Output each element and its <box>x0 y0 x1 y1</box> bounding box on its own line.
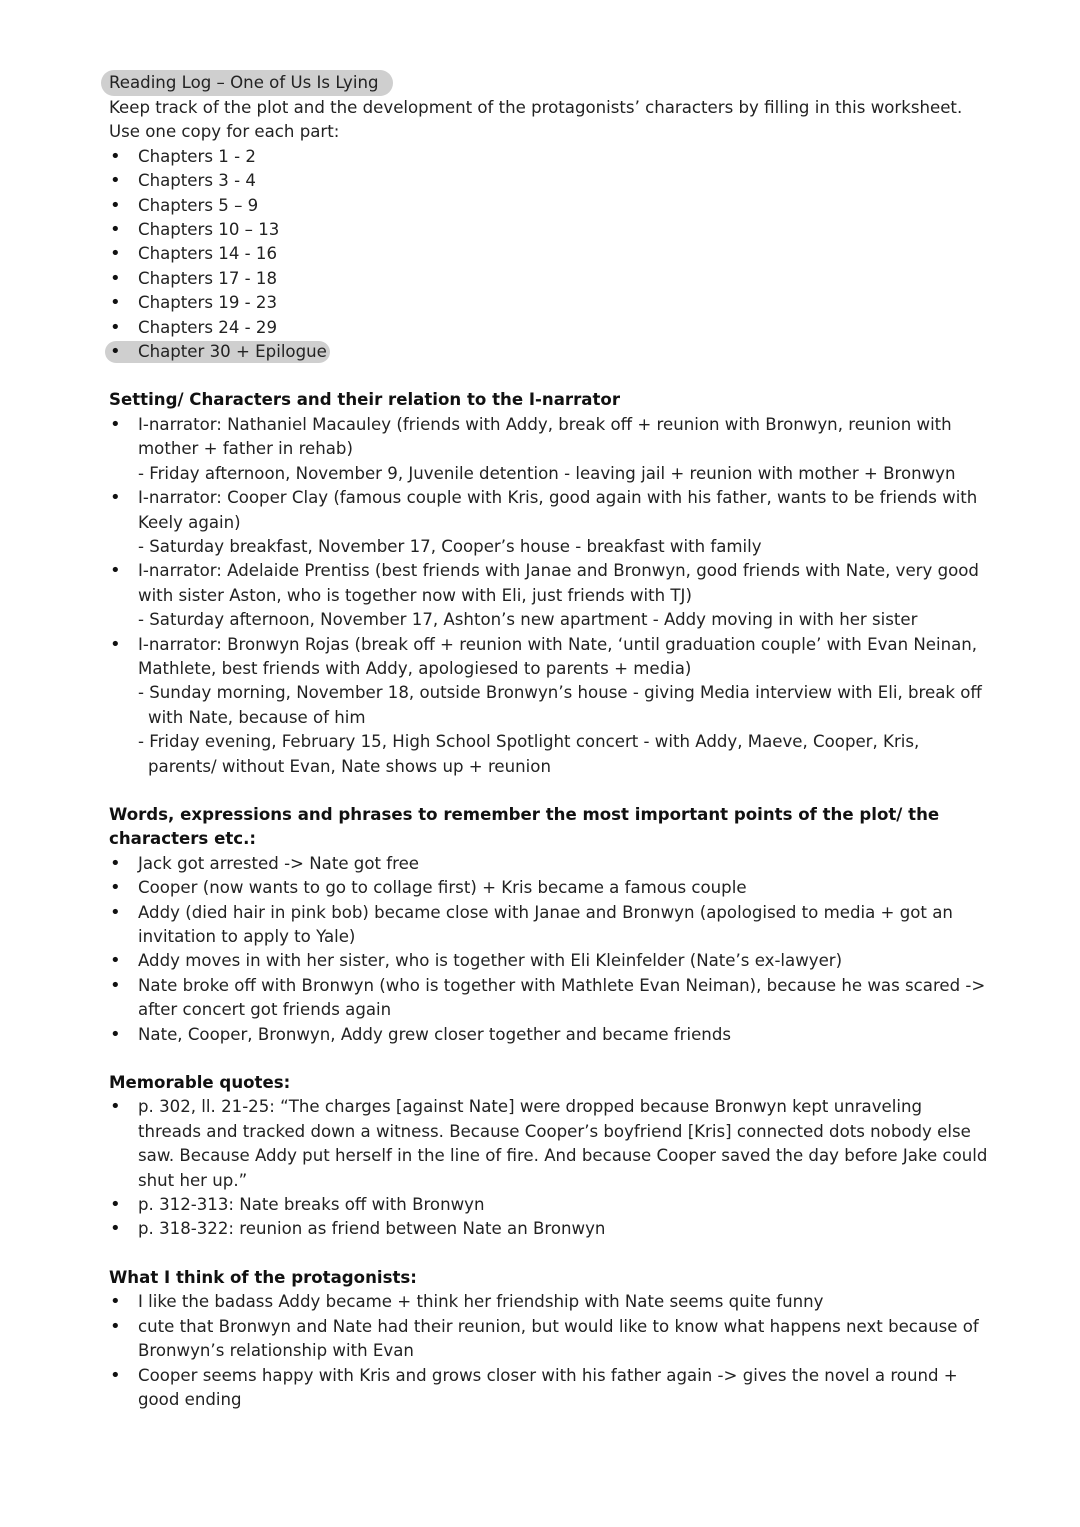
detail-line: - Friday evening, February 15, High School Spotlight concert - with Addy, Maeve, Cooper, Kris, parents/ without Evan, Nate shows up + reunion <box>138 732 920 776</box>
list-item: • Chapters 10 – 13 <box>109 218 989 242</box>
opinions-list <box>109 1290 989 1412</box>
list-item: • Nate broke off with Bronwyn (who is together with Mathlete Evan Neiman), because he was scared -> after concert got friends again <box>109 974 989 1023</box>
list-item: • p. 302, ll. 21-25: “The charges [against Nate] were dropped because Bronwyn kept unraveling threads and tracked down a witness. Because Cooper’s boyfriend [Kris] connected dots nobody else saw. Because Addy put herself in the line of fire. And because Cooper saved the day before Jake could shut her up.” <box>109 1095 989 1193</box>
reading-log-page <box>109 70 989 1412</box>
page-title: Reading Log – One of Us Is Lying <box>101 70 393 96</box>
list-item: • Addy (died hair in pink bob) became close with Janae and Bronwyn (apologised to media + got an invitation to apply to Yale) <box>109 901 989 950</box>
list-item: • I-narrator: Adelaide Prentiss (best friends with Janae and Bronwyn, good friends with Nate, very good with sister Aston, who is together now with Eli, just friends with TJ) - Saturday afternoon, November 17, Ashton’s new apartment - Addy moving in with her sister <box>109 559 989 632</box>
opinions-heading: What I think of the protagonists: <box>109 1267 417 1287</box>
list-item: • Chapters 5 – 9 <box>109 194 989 218</box>
list-item: • Nate, Cooper, Bronwyn, Addy grew closer together and became friends <box>109 1023 989 1047</box>
detail-line: - Sunday morning, November 18, outside Bronwyn’s house - giving Media interview with Eli, break off with Nate, because of him <box>138 683 982 727</box>
intro-text: Keep track of the plot and the development of the protagonists’ characters by filling in this worksheet. Use one copy for each part: <box>109 98 963 142</box>
setting-heading: Setting/ Characters and their relation to the I-narrator <box>109 390 621 410</box>
words-heading: Words, expressions and phrases to remember the most important points of the plot/ the characters etc.: <box>109 804 940 849</box>
list-item: • Chapters 19 - 23 <box>109 291 989 315</box>
detail-line: - Friday afternoon, November 9, Juvenile detention - leaving jail + reunion with mother + Bronwyn <box>138 463 956 483</box>
quotes-list <box>109 1095 989 1241</box>
list-item: • Chapters 24 - 29 <box>109 316 989 340</box>
detail-line: - Saturday breakfast, November 17, Cooper’s house - breakfast with family <box>138 536 762 556</box>
list-item: • I-narrator: Bronwyn Rojas (break off + reunion with Nate, ‘until graduation couple’ with Evan Neinan, Mathlete, best friends with Addy, apologiesed to parents + media) - Sunday morning, November 18, outside Bronwyn’s house - giving Media interview with Eli, break off with Nate, because of him - Friday evening, February 15, High School Spotlight concert - with Addy, Maeve, Cooper, Kris, parents/ without Evan, Nate shows up + reunion <box>109 633 989 779</box>
detail-line: - Saturday afternoon, November 17, Ashton’s new apartment - Addy moving in with her sister <box>138 610 918 630</box>
list-item: • Chapters 17 - 18 <box>109 267 989 291</box>
list-item: • I-narrator: Cooper Clay (famous couple with Kris, good again with his father, wants to be friends with Keely again) - Saturday breakfast, November 17, Cooper’s house - breakfast with family <box>109 486 989 559</box>
list-item-highlighted: • Chapter 30 + Epilogue <box>109 340 989 364</box>
list-item: • Chapters 1 - 2 <box>109 145 989 169</box>
list-item: • I like the badass Addy became + think her friendship with Nate seems quite funny <box>109 1290 989 1314</box>
list-item: • Chapters 3 - 4 <box>109 169 989 193</box>
setting-list <box>109 413 989 779</box>
list-item: • Addy moves in with her sister, who is together with Eli Kleinfelder (Nate’s ex-lawyer) <box>109 949 989 973</box>
title-row <box>109 70 989 96</box>
quotes-heading: Memorable quotes: <box>109 1073 291 1093</box>
list-item: • p. 312-313: Nate breaks off with Bronwyn <box>109 1193 989 1217</box>
list-item: • Cooper seems happy with Kris and grows closer with his father again -> gives the novel a round + good ending <box>109 1364 989 1413</box>
list-item: • Cooper (now wants to go to collage first) + Kris became a famous couple <box>109 876 989 900</box>
list-item: • I-narrator: Nathaniel Macauley (friends with Addy, break off + reunion with Bronwyn, reunion with mother + father in rehab) - Friday afternoon, November 9, Juvenile detention - leaving jail + reunion with mother + Bronwyn <box>109 413 989 486</box>
list-item: • Jack got arrested -> Nate got free <box>109 852 989 876</box>
words-list <box>109 852 989 1047</box>
list-item: • cute that Bronwyn and Nate had their reunion, but would like to know what happens next because of Bronwyn’s relationship with Evan <box>109 1315 989 1364</box>
list-item: • p. 318-322: reunion as friend between Nate an Bronwyn <box>109 1217 989 1241</box>
parts-list <box>109 145 989 365</box>
list-item: • Chapters 14 - 16 <box>109 242 989 266</box>
